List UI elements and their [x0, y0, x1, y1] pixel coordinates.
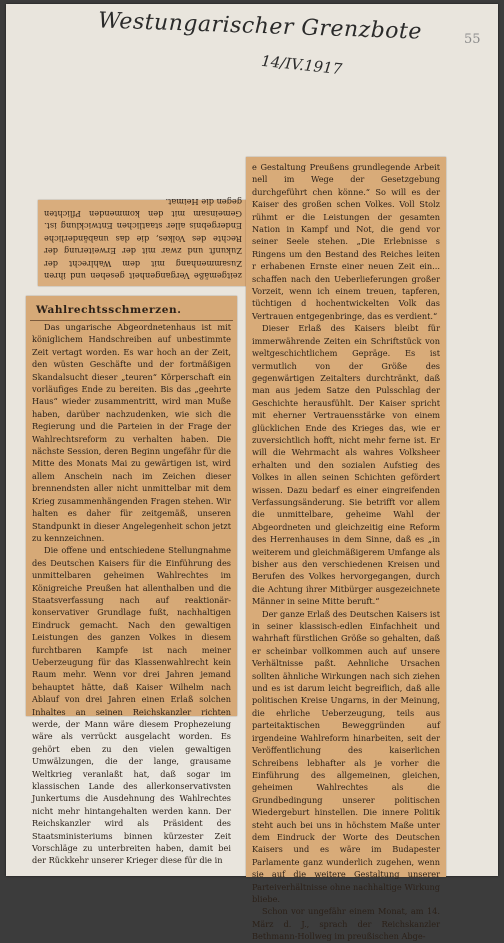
handwritten-date: 14/IV.1917	[260, 51, 343, 79]
flipped-clipping-text: zeitgemäße Vergangenheit gesehen und ihren Zusammenhang mit dem Wahlrecht der Zukunft und zwar mit der Erweiterung der Rechte des Volkes, die das unabänderliche Endergebnis aller staatlichen Entwicklung ist. Gemeinsam mit den kommenden Pflichten gegen die Heimat.	[44, 196, 242, 281]
flipped-clipping	[38, 196, 248, 286]
right-paragraph-3: Der ganze Erlaß des Deutschen Kaisers ist in seiner klassisch-edlen Einfachheit und wahrhaft fürstlichen Größe so gehalten, daß er scheinbar vollkommen auch auf unsere Verhältnisse paßt. Aehnliche Ursachen sollten ähnliche Wirkungen nach sich ziehen und es ist darum leicht begreiflich, daß alle politischen Kreise Ungarns, in der Meinung, die ehrliche Ueberzeugung, teils aus parteitaktischen Beweggründen auf irgendeine Wahlreform hinarbeiten, seit der Veröffentlichung des kaiserlichen Schreibens lebhafter als je vorher die Einführung des allgemeinen, gleichen, geheimen Wahlrechtes als die Grundbedingung unserer politischen Wiedergeburt hinstellen. Die innere Politik steht auch bei uns in höchstem Maße unter dem Eindruck der Worte des Deutschen Kaisers und es wäre im Budapester Parlamente ganz wunderlich zugehen, wenn sie auf die weitere Gestaltung unserer Parteiverhältnisse ohne nachhaltige Wirkung bliebe.	[252, 608, 440, 904]
right-paragraph-4: Schon vor ungefähr einem Monat, am 14. März d. J., sprach der Reichskanzler Bethmann-Hollweg im preußischen Abge-	[252, 906, 440, 942]
left-column-clipping	[26, 296, 237, 866]
page-number: 55	[464, 32, 481, 47]
left-column-text	[26, 321, 237, 867]
right-paragraph-2: Dieser Erlaß des Kaisers bleibt für immerwährende Zeiten ein Schriftstück von weltgeschichtlichem Gepräge. Es ist vermutlich von der Größe des gegenwärtigen Zeitalters durchtränkt, daß man aus jedem Satze den Pulsschlag der Geschichte herausfühlt. Der Kaiser spricht mit eherner Vertrauensstärke von einem glücklichen Ende des Krieges das, wie er zuversichtlich hofft, nicht mehr ferne ist. Er will die Wehrmacht als wahres Volksheer erhalten und den sozialen Aufstieg des Volkes in allen seinen Schichten gefördert wissen. Dazu bedarf es einer eingreifenden Verfassungsänderung. Sie betrifft vor allem die unmittelbare, geheime Wahl der Abgeordneten und gleichzeitig eine Reform des Herrenhauses in dem Sinne, daß es „in weiterem und gleichmäßigerem Umfange als bisher aus den verschiedenen Kreisen und Berufen des Volkes hervorgegangen, durch die Achtung ihrer Mitbürger ausgezeichnete Männer in seine Mitte beruft.“	[252, 323, 440, 607]
left-paragraph-1: Das ungarische Abgeordnetenhaus ist mit königlichem Handschreiben auf unbestimmte Zeit vertagt worden. Es war hoch an der Zeit, den wüsten Geschäfte und der fortmäßigen Skandalsucht dieser „teuren“ Körperschaft ein vorläufiges Ende zu bereiten. Bis das „geehrte Haus“ wieder zusammentritt, wird man Muße haben, darüber nachzudenken, wie sich die Regierung und die Parteien in der Frage der Wahlrechtsreform zu verhalten haben. Die nächste Session, deren Beginn ungefähr für die Mitte des Monats Mai zu gewärtigen ist, wird allem Anschein nach im Zeichen dieser brennendsten aller nicht unmittelbar mit dem Krieg zusammenhängenden Fragen stehen. Wir halten es daher für zeitgemäß, unseren Standpunkt in dieser Angelegenheit schon jetzt zu kennzeichnen.	[32, 322, 231, 543]
handwritten-newspaper-title: Westungarischer Grenzbote	[97, 8, 423, 45]
article-heading: Wahlrechtsschmerzen.	[36, 304, 182, 316]
right-paragraph-1: e Gestaltung Preußens grundlegende Arbeit nell im Wege der Gesetzgebung durchgeführt chen könne.“ So will es der Kaiser des großen schen Volkes. Voll Stolz rühmt er die Leistungen der gesamten Nation in Kampf und Not, die gend vor seiner Seele stehen. „Die Erlebnisse s Ringens um den Bestand des Reiches leiten r erhabenen Ernste einer neuen Zeit ein... schaffen nach den Ueberlieferungen großer Vorzeit, wenn ich einem treuen, tapferen, tüchtigen d hochentwickelten Volk das Vertrauen entgegenbringe, das es verdient.“	[252, 162, 440, 321]
left-paragraph-2: Die offene und entschiedene Stellungnahme des Deutschen Kaisers für die Einführung des unmittelbaren geheimen Wahlrechtes im Königreiche Preußen hat allenthalben und die Staatsverfassung nach auf reaktionär-konservativer Grundlage fußt, nachhaltigen Eindruck gemacht. Nach den gewaltigen Leistungen des ganzen Volkes in diesem furchtbaren Kampfe ist nach meiner Ueberzeugung für das Klassenwahlrecht kein Raum mehr. Wenn vor drei Jahren jemand behauptet hätte, daß Kaiser Wilhelm nach Ablauf von drei Jahren einen Erlaß solchen Inhaltes an seinen Reichskanzler richten werde, der Mann wäre diesem Prophezeiung wäre als verrückt ausgelacht worden. Es gehört eben zu den vielen gewaltigen Umwälzungen, die der lange, grausame Weltkrieg veranlaßt hat, daß sogar im klassischen Lande des allerkonservativsten Junkertums die Ausdehnung des Wahlrechtes nicht mehr hintangehalten werden kann. Der Reichskanzler wird als Präsident des Staatsministeriums binnen kürzester Zeit Vorschläge zu unterbreiten haben, damit bei der Rückkehr unserer Krieger diese für die in	[32, 545, 231, 866]
right-column-clipping	[246, 157, 446, 942]
right-column-text	[246, 157, 446, 943]
